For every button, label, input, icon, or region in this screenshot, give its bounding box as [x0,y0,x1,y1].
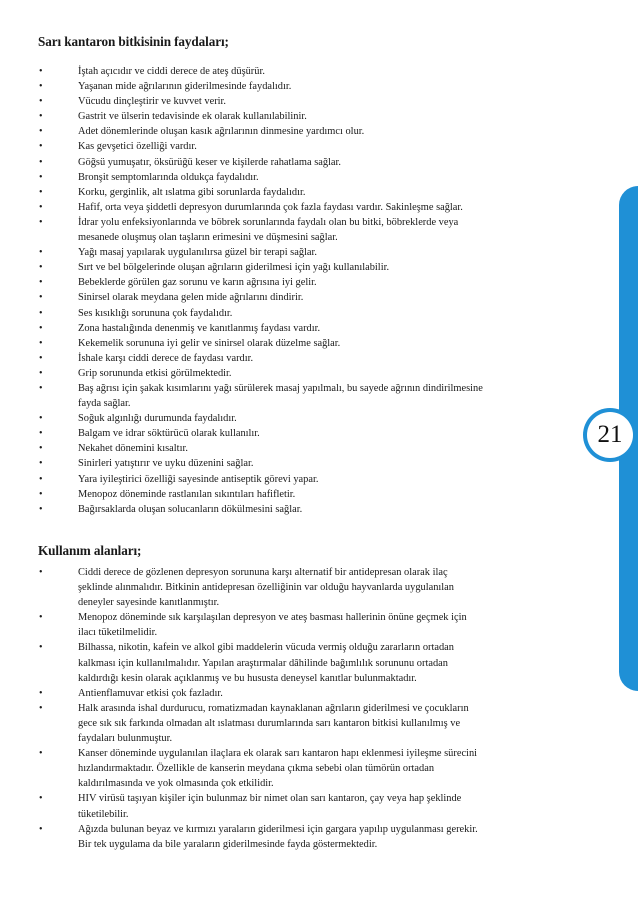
benefit-list-item [38,109,578,124]
page-number: 21 [597,421,623,448]
benefit-list-item [38,426,578,441]
bullet-icon: • [39,96,43,108]
bullet-icon: • [39,126,43,138]
use-list-item [38,686,578,701]
list-item-text-line: fayda sağlar. [78,398,131,410]
bullet-icon: • [39,307,43,319]
bullet-icon: • [39,322,43,334]
benefit-list-item [38,155,578,170]
bullet-icon: • [39,201,43,213]
bullet-icon: • [39,216,43,228]
list-item-text-line: Ciddi derece de gözlenen depresyon sorununa karşı alternatif bir antidepresan olarak ilaç [78,567,448,578]
list-item-text-line: Sırt ve bel bölgelerinde oluşan ağrıların giderilmesi için yağı kullanılabilir. [78,262,390,274]
bullet-icon: • [39,428,43,440]
list-item-text-line: İştah açıcıdır ve ciddi derece de ateş düşürür. [78,66,265,77]
bullet-icon: • [39,793,43,805]
bullet-icon: • [39,612,43,624]
list-item-text-line: Ağızda bulunan beyaz ve kırmızı yaraların giderilmesi için gargara yapılıp uygulanması gerekir. [78,823,478,835]
list-item-text-line: Kanser döneminde uygulanılan ilaçlara ek olarak sarı kantaron hapı eklenmesi iyileşme sürecini [78,748,478,760]
benefit-list-item [38,321,578,336]
list-item-text-line: gece sık sık farkında olmadan alt ıslatması durumlarında sarı kantaron bitkisi kullanılmış ve [78,717,461,729]
benefit-list-item [38,94,578,109]
list-item-text-line: Sinirsel olarak meydana gelen mide ağrılarını dindirir. [78,292,304,304]
bullet-icon: • [39,642,43,654]
benefit-list-item [38,381,578,411]
list-item-text-line: deneyler sayesinde kanıtlanmıştır. [78,597,220,609]
bullet-icon: • [39,748,43,760]
use-list-item [38,640,578,685]
list-item-text-line: Bronşit semptomlarında oldukça faydalıdır. [78,171,259,183]
list-item-text-line: Nekahet dönemini kısaltır. [78,443,188,455]
bullet-icon: • [39,687,43,699]
bullet-icon: • [39,277,43,289]
list-item-text-line: Yara iyileştirici özelliği sayesinde antiseptik görevi yapar. [78,473,319,485]
list-item-text-line: Zona hastalığında denenmiş ve kanıtlanmış faydası vardır. [78,322,321,334]
list-item-text-line: Yağı masaj yapılarak uygulanılırsa güzel bir terapi sağlar. [78,247,318,259]
bullet-icon: • [39,413,43,425]
benefit-list-item [38,472,578,487]
list-item-text-line: ilacı tüketilmelidir. [78,627,158,639]
list-item-text-line: Balgam ve idrar söktürücü olarak kullanılır. [78,428,260,440]
list-item-text-line: Bilhassa, nikotin, kafein ve alkol gibi maddelerin vücuda vermiş olduğu zararların ortadan [78,642,454,654]
list-item-text-line: Yaşanan mide ağrılarının giderilmesinde faydalıdır. [78,81,292,93]
section-heading-benefits: Sarı kantaron bitkisinin faydaları; [38,34,229,49]
benefit-list-item [38,64,578,79]
list-item-text-line: HIV virüsü taşıyan kişiler için bulunmaz bir nimet olan sarı kantaron, çay veya hap şeklinde [78,793,462,805]
benefit-list-item [38,487,578,502]
list-item-text-line: Gastrit ve ülserin tedavisinde ek olarak kullanılabilinir. [78,111,307,123]
benefit-list-item [38,351,578,366]
list-item-text-line: kaldırılmasında ve yok olmasında çok etkilidir. [78,778,274,790]
page-number-badge-inner [587,412,633,458]
list-item-text-line: Adet dönemlerinde oluşan kasık ağrılarının dinmesine yardımcı olur. [78,126,365,138]
bullet-icon: • [39,823,43,835]
bullet-icon: • [39,352,43,364]
bullet-icon: • [39,503,43,515]
use-list-item [38,610,578,640]
list-item-text-line: Menopoz döneminde rastlanılan sıkıntıları hafifletir. [78,488,296,500]
bullet-icon: • [39,111,43,123]
list-item-text-line: Antienflamuvar etkisi çok fazladır. [78,687,223,699]
benefit-list-item [38,139,578,154]
use-list-item [38,565,578,610]
benefit-list-item [38,185,578,200]
list-item-text-line: Kekemelik sorununa iyi gelir ve sinirsel olarak düzelme sağlar. [78,337,341,349]
list-item-text-line: İdrar yolu enfeksiyonlarında ve böbrek sorunlarında faydalı olan bu bitki, böbreklerde veya [78,216,459,228]
list-item-text-line: Kas gevşetici özelliği vardır. [78,141,197,153]
list-item-text-line: Bağırsaklarda oluşan solucanların dökülmesini sağlar. [78,503,303,515]
benefit-list-item [38,215,578,245]
benefit-list-item [38,306,578,321]
use-list-item [38,701,578,746]
list-item-text-line: Korku, gerginlik, alt ıslatma gibi sorunlarda faydalıdır. [78,186,306,198]
bullet-icon: • [39,171,43,183]
bullet-icon: • [39,81,43,93]
benefit-list-item [38,79,578,94]
bullet-icon: • [39,337,43,349]
bullet-icon: • [39,66,43,77]
benefit-list-item [38,200,578,215]
bullet-icon: • [39,262,43,274]
list-item-text-line: İshale karşı ciddi derece de faydası vardır. [78,352,254,364]
benefit-list-item [38,245,578,260]
list-item-text-line: kaldırdığı kesin olarak açıklanmış ve bu hususta deneysel kanıtlar bulunmaktadır. [78,672,417,684]
list-item-text-line: Halk arasında ishal durdurucu, romatizmadan kaynaklanan ağrıların giderilmesi ve çocukların [78,702,469,714]
list-item-text-line: faydaları bulunmuştur. [78,733,173,745]
list-item-text-line: Bebeklerde görülen gaz sorunu ve karın ağrısına iyi gelir. [78,277,317,289]
bullet-icon: • [39,702,43,714]
list-item-text-line: kalkması için kullanılmalıdır. Yapılan araştırmalar dâhilinde bağımlılık sorununu ortadan [78,657,448,669]
bullet-icon: • [39,247,43,259]
benefit-list-item [38,441,578,456]
bullet-icon: • [39,367,43,379]
use-list-item [38,822,578,852]
list-item-text-line: tüketilebilir. [78,808,129,820]
benefit-list-item [38,260,578,275]
benefit-list-item [38,336,578,351]
bullet-icon: • [39,443,43,455]
bullet-icon: • [39,156,43,168]
bullet-icon: • [39,567,43,578]
benefit-list-item [38,366,578,381]
list-item-text-line: Vücudu dinçleştirir ve kuvvet verir. [78,96,227,108]
section-heading-uses: Kullanım alanları; [38,543,142,558]
list-item-text-line: Hafif, orta veya şiddetli depresyon durumlarında çok fazla faydası vardır. Sakinleşme sağlar. [78,201,463,213]
bullet-icon: • [39,186,43,198]
list-item-text-line: Bir tek uygulama da bile yaraların giderilmesinde fayda göstermektedir. [78,838,378,850]
benefit-list-item [38,124,578,139]
uses-list [38,565,578,852]
list-item-text-line: Göğsü yumuşatır, öksürüğü keser ve kişilerde rahatlama sağlar. [78,156,342,168]
list-item-text-line: Baş ağrısı için şakak kısımlarını yağı sürülerek masaj yapılmalı, bu sayede ağrının dindirilmesine [78,382,483,394]
bullet-icon: • [39,382,43,394]
use-list-item [38,746,578,791]
bullet-icon: • [39,292,43,304]
benefit-list-item [38,456,578,471]
list-item-text-line: mesanede oluşmuş olan taşların erimesini ve düşmesini sağlar. [78,232,338,244]
benefit-list-item [38,275,578,290]
benefit-list-item [38,502,578,517]
list-item-text-line: hızlandırmaktadır. Özellikle de kanserin meydana çıkma sebebi olan tümörün ortadan [78,763,435,775]
benefit-list-item [38,290,578,305]
bullet-icon: • [39,473,43,485]
bullet-icon: • [39,488,43,500]
list-item-text-line: Ses kısıklığı sorununa çok faydalıdır. [78,307,233,319]
list-item-text-line: şeklinde alınmalıdır. Bitkinin antidepresan özelliğinin var olduğu hayvanlarda uygulanılan [78,582,454,594]
bullet-icon: • [39,141,43,153]
benefit-list-item [38,170,578,185]
bullet-icon: • [39,458,43,470]
list-item-text-line: Soğuk algınlığı durumunda faydalıdır. [78,413,237,425]
page-number-badge [583,408,637,462]
list-item-text-line: Menopoz döneminde sık karşılaşılan depresyon ve ateş basması hallerinin önüne geçmek için [78,612,467,624]
benefit-list-item [38,411,578,426]
list-item-text-line: Grip sorununda etkisi görülmektedir. [78,367,232,379]
benefits-list [38,64,578,517]
use-list-item [38,791,578,821]
list-item-text-line: Sinirleri yatıştırır ve uyku düzenini sağlar. [78,458,254,470]
